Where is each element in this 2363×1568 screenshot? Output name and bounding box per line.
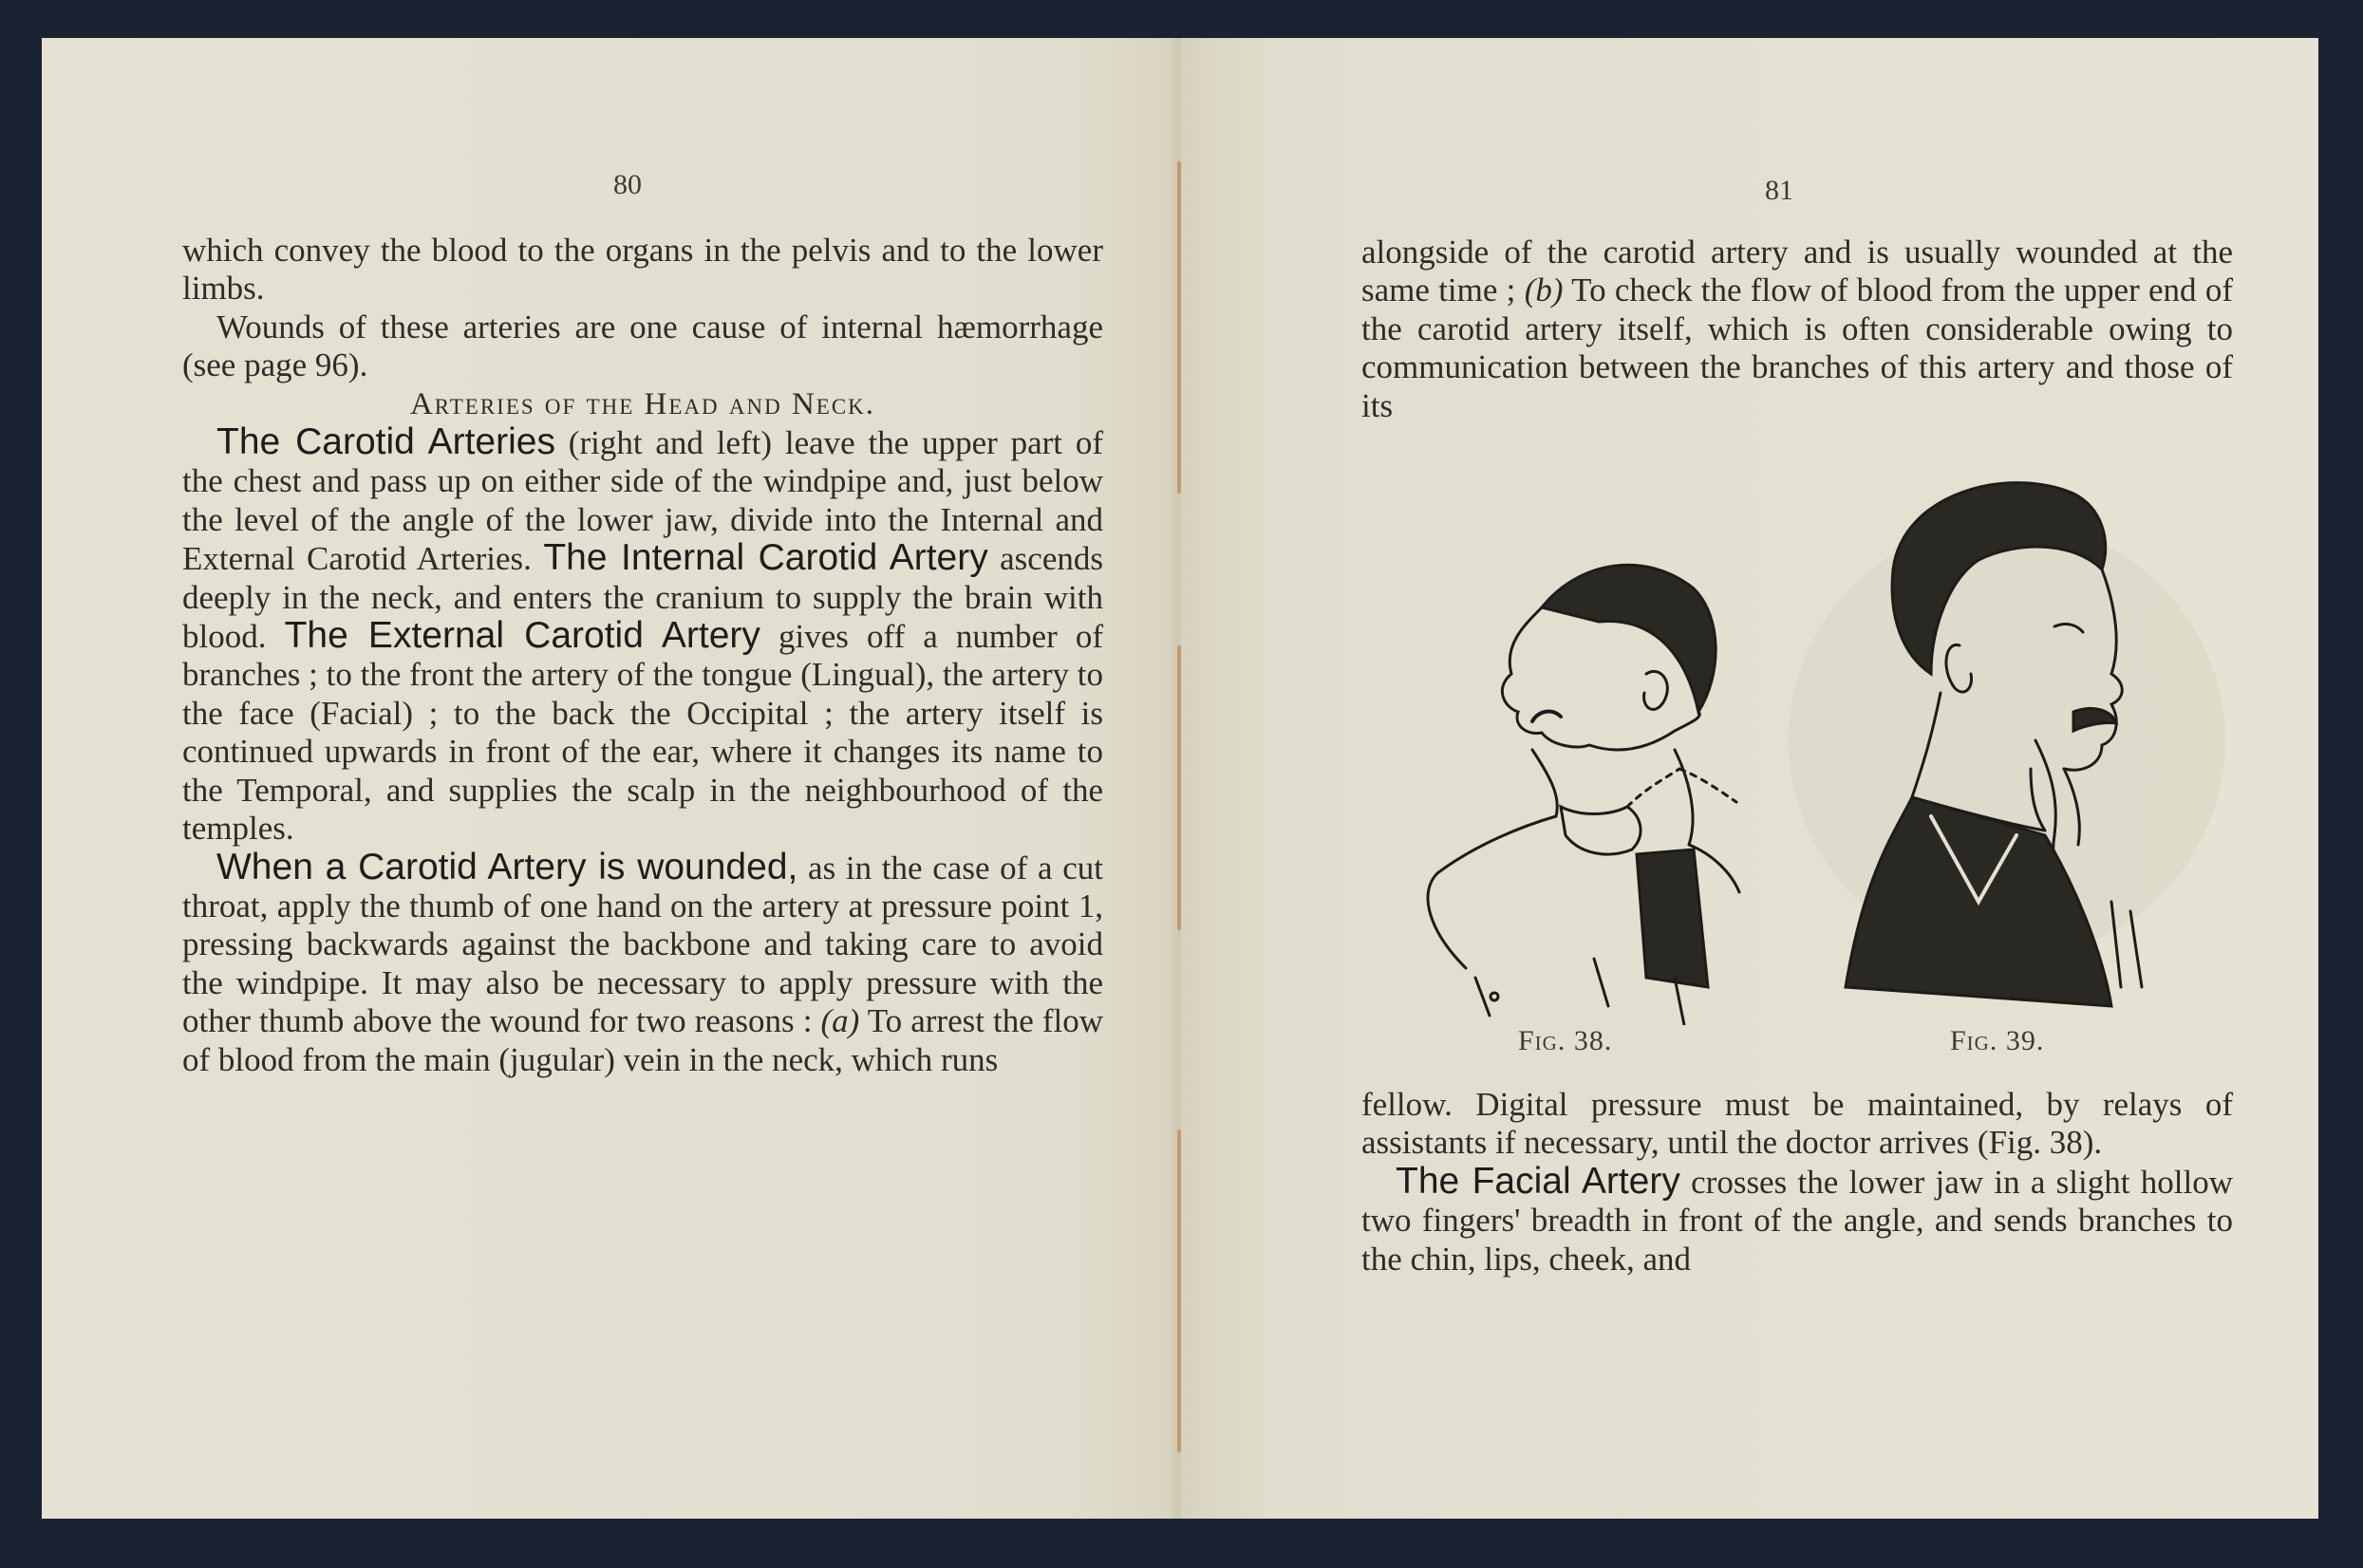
wounded-heading: When a Carotid Artery is wounded, xyxy=(216,846,798,887)
external-carotid-text: gives off a number of branches ; to the front the artery of the tongue (Lingual), the artery to the face (Facial) ; to the back the Occipital ; the artery itself is continued upwards in front of the ear, where it changes its name to the Temporal, and supplies the scalp in the neighbourhood of the temples. xyxy=(182,618,1103,848)
top-text-1: alongside of the carotid artery and is usually wounded at the same time ; xyxy=(1361,233,2233,309)
external-carotid-heading: The External Carotid Artery xyxy=(284,615,760,657)
carotid-heading: The Carotid Arteries xyxy=(216,421,555,463)
right-page-bottom-text xyxy=(1361,1086,2233,1279)
left-page-number: 80 xyxy=(613,169,642,200)
facial-artery-text: crosses the lower jaw in a slight hollow two fingers' breadth in front of the angle, and sends branches to the chin, lips, cheek, and xyxy=(1361,1163,2233,1278)
figure-38-caption: Fig. 38. xyxy=(1518,1025,1613,1056)
internal-carotid-text: ascends deeply in the neck, and enters the cranium to supply the brain with blood. xyxy=(182,540,1103,656)
figure-39-illustration xyxy=(1789,456,2225,1044)
right-page xyxy=(1181,38,2318,1519)
paragraph-wounded xyxy=(182,846,1103,1079)
paragraph-wounds: Wounds of these arteries are one cause of internal hæmorrhage (see page 96). xyxy=(182,308,1103,384)
right-page-number: 81 xyxy=(1765,175,1793,206)
paragraph-alongside xyxy=(1361,233,2233,425)
carotid-text: (right and left) leave the upper part of the chest and pass up on either side of the windpipe and, just below the level of the angle of the lower jaw, divide into the Internal and External Carotid Arteries. xyxy=(182,424,1104,578)
figure-39-caption: Fig. 39. xyxy=(1950,1025,2045,1056)
top-text-2: To check the flow of blood from the upper end of the carotid artery itself, which is often considerable owing to communication between the branches of this artery and those of its xyxy=(1361,271,2233,424)
internal-carotid-heading: The Internal Carotid Artery xyxy=(543,537,988,579)
wounded-text-1: as in the case of a cut throat, apply the thumb of one hand on the artery at pressure point 1, pressing backwards against the backbone and taking care to avoid the windpipe. It may also be necessary to apply pressure with the other thumb above the wound for two reasons : xyxy=(182,849,1103,1040)
paragraph-carotid xyxy=(182,423,1103,848)
left-page-text xyxy=(182,232,1103,1079)
paragraph-facial xyxy=(1361,1160,2233,1279)
facial-artery-heading: The Facial Artery xyxy=(1396,1160,1680,1202)
wounded-text-2: To arrest the flow of blood from the main (jugular) vein in the neck, which runs xyxy=(182,1002,1103,1078)
right-page-top-text xyxy=(1361,233,2233,425)
section-heading: Arteries of the Head and Neck. xyxy=(409,386,876,421)
book-spread xyxy=(42,38,2318,1519)
paragraph-pelvis: which convey the blood to the organs in the pelvis and to the lower limbs. xyxy=(182,232,1103,308)
top-b-marker: (b) xyxy=(1524,271,1564,309)
paragraph-fellow: fellow. Digital pressure must be maintained, by relays of assistants if necessary, until the doctor arrives (Fig. 38). xyxy=(1361,1086,2233,1162)
figure-38-illustration xyxy=(1361,532,1741,1025)
left-page xyxy=(42,38,1179,1519)
wounded-a-marker: (a) xyxy=(820,1002,860,1040)
